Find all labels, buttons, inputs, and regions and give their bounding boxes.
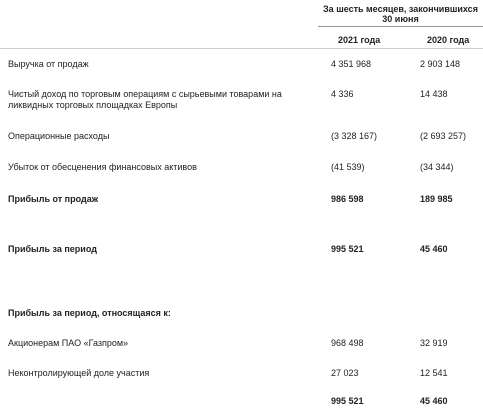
row-value-2021-non-controlling: 27 023 [331,368,359,378]
column-header-rule [0,48,483,49]
row-value-2021-sales-profit: 986 598 [331,194,364,204]
row-value-2021-trading-income: 4 336 [331,89,354,99]
row-label-period-profit: Прибыль за период [8,244,97,254]
row-value-2021-shareholders: 968 498 [331,338,364,348]
row-label-sales-profit: Прибыль от продаж [8,194,99,204]
row-value-2021-total: 995 521 [331,396,364,406]
row-value-2020-period-profit: 45 460 [420,244,448,254]
row-label-non-controlling: Неконтролирующей доле участия [8,368,150,378]
row-value-2020-shareholders: 32 919 [420,338,448,348]
row-value-2020-operating-expenses: (2 693 257) [420,131,467,141]
row-value-2020-total: 45 460 [420,396,448,406]
row-label-revenue: Выручка от продаж [8,59,89,69]
row-value-2021-revenue: 4 351 968 [331,59,372,69]
row-label-attributable-header: Прибыль за период, относящаяся к: [8,308,171,318]
row-label-trading-income: Чистый доход по торговым операциям с сырьевыми товарами на ликвидных торговых площадках Европы [8,89,282,110]
row-value-2021-operating-expenses: (3 328 167) [331,131,378,141]
row-label-impairment-loss: Убыток от обесценения финансовых активов [8,162,197,172]
row-value-2020-trading-income: 14 438 [420,89,448,99]
row-value-2020-revenue: 2 903 148 [420,59,461,69]
row-value-2020-impairment-loss: (34 344) [420,162,454,172]
column-header-2020: 2020 года [427,35,470,45]
period-header: За шесть месяцев, закончившихся 30 июня [323,4,478,24]
column-header-2021: 2021 года [338,35,381,45]
header-rule [318,26,483,27]
row-value-2021-impairment-loss: (41 539) [331,162,365,172]
row-label-shareholders: Акционерам ПАО «Газпром» [8,338,129,348]
row-value-2020-non-controlling: 12 541 [420,368,448,378]
row-value-2021-period-profit: 995 521 [331,244,364,254]
row-label-operating-expenses: Операционные расходы [8,131,110,141]
row-value-2020-sales-profit: 189 985 [420,194,453,204]
